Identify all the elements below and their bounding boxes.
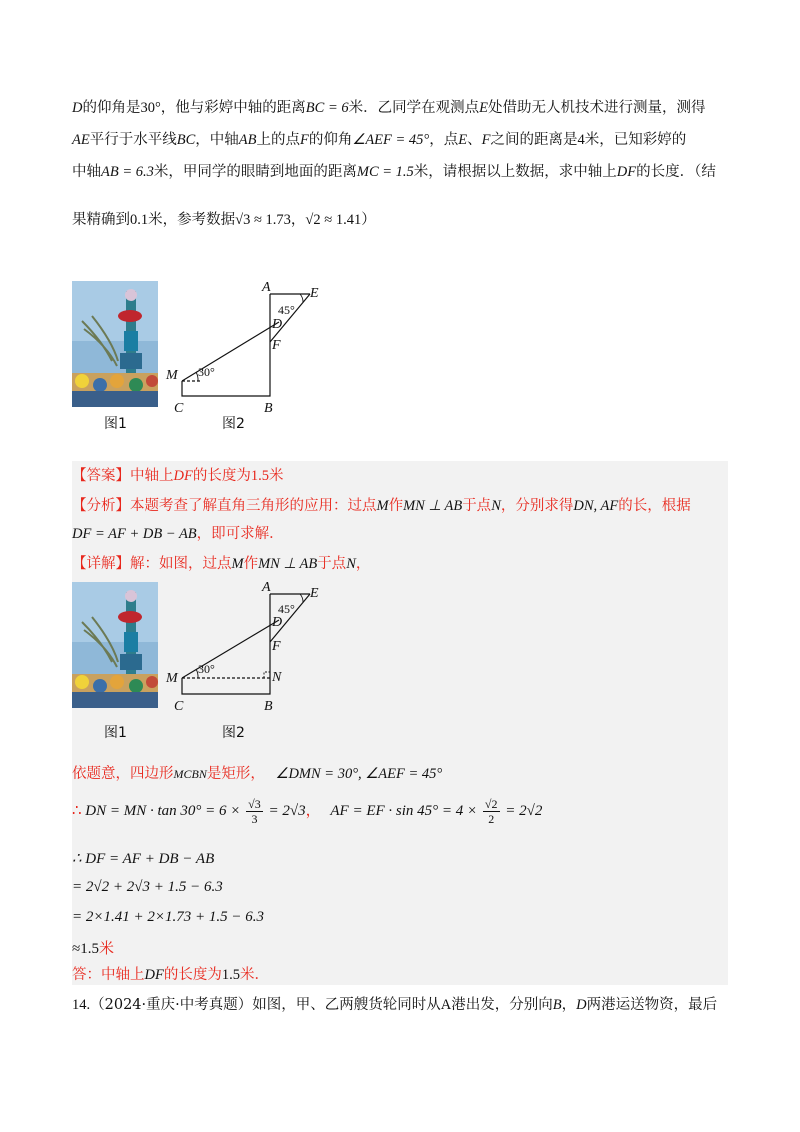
analysis-line-1: 【分析】本题考查了解直角三角形的应用：过点M作MN ⊥ AB于点N，分别求得DN, AF的长，根据: [72, 498, 691, 514]
solution-step-3: ∴ DF = AF + DB − AB: [72, 851, 215, 867]
label-D: D: [272, 317, 283, 332]
solution-step-4: = 2√2 + 2√3 + 1.5 − 6.3: [72, 879, 223, 895]
label-E-2: E: [310, 586, 319, 601]
next-problem-line: 14.（2024·重庆·中考真题）如图，甲、乙两艘货轮同时从A港出发，分别向B，D两港运送物资，最后: [72, 997, 718, 1013]
problem-line-2: AE平行于水平线BC，中轴AB上的点F的仰角∠AEF = 45°，点E、F之间的距离是4米，已知彩婷的: [72, 132, 687, 148]
answer-line: 【答案】中轴上DF的长度为1.5米: [72, 468, 284, 484]
fraction-sqrt3-over-3: $\frac{√3}{3}$: [248, 797, 261, 826]
problem-line-1: D的仰角是30°，他与彩婷中轴的距离BC = 6米．乙同学在观测点E处借助无人机技术进行测量，测得: [72, 100, 706, 116]
label-M: M: [166, 368, 178, 383]
label-N-2: N: [272, 670, 282, 685]
angle-45-label-2: 45°: [278, 602, 295, 616]
photo-pole-climbers: [72, 281, 158, 407]
label-A: A: [262, 282, 271, 295]
angle-45-label: 45°: [278, 303, 295, 317]
label-B: B: [264, 401, 273, 414]
photo-pole-climbers-2: [72, 582, 158, 708]
angle-30-label-2: 30°: [198, 662, 215, 676]
solution-step-2: ∴ DN = MN · tan 30° = 6 × $\frac{√3}{3}$ = 2√3， AF = EF · sin 45° = 4 × $\frac{√2}{2}$ = 2√2: [72, 797, 543, 826]
solution-step-6: ≈1.5米: [72, 939, 114, 957]
fig1-label: 图1: [104, 416, 127, 432]
label-F: F: [272, 338, 281, 353]
label-C: C: [174, 401, 184, 414]
label-E: E: [310, 286, 319, 301]
fig2-label: 图2: [222, 416, 245, 432]
fraction-sqrt2-over-2: $\frac{√2}{2}$: [484, 797, 498, 826]
problem-line-4: 果精确到0.1米，参考数据√3 ≈ 1.73，√2 ≈ 1.41）: [72, 212, 376, 228]
angle-30-label: 30°: [198, 365, 215, 379]
label-A-2: A: [262, 582, 271, 595]
analysis-line-2: DF = AF + DB − AB，即可求解．: [72, 526, 284, 542]
solution-step-1: 依题意，四边形MCBN是矩形， ∠DMN = 30°, ∠AEF = 45°: [72, 766, 443, 782]
label-F-2: F: [272, 639, 281, 654]
geometry-diagram: [160, 282, 330, 414]
problem-line-3: 中轴AB = 6.3米，甲同学的眼睛到地面的距离MC = 1.5米，请根据以上数据，求中轴上DF的长度．（结: [72, 164, 716, 180]
geometry-diagram-with-n: [160, 582, 330, 716]
detail-line: 【详解】解：如图，过点M作MN ⊥ AB于点N，: [72, 556, 371, 572]
label-B-2: B: [264, 699, 273, 714]
fig1-label-2: 图1: [104, 725, 127, 741]
label-M-2: M: [166, 671, 178, 686]
final-answer: 答：中轴上DF的长度为1.5米．: [72, 967, 269, 983]
solution-step-5: = 2×1.41 + 2×1.73 + 1.5 − 6.3: [72, 909, 264, 925]
label-D-2: D: [272, 615, 283, 630]
fig2-label-2: 图2: [222, 725, 245, 741]
label-C-2: C: [174, 699, 184, 714]
